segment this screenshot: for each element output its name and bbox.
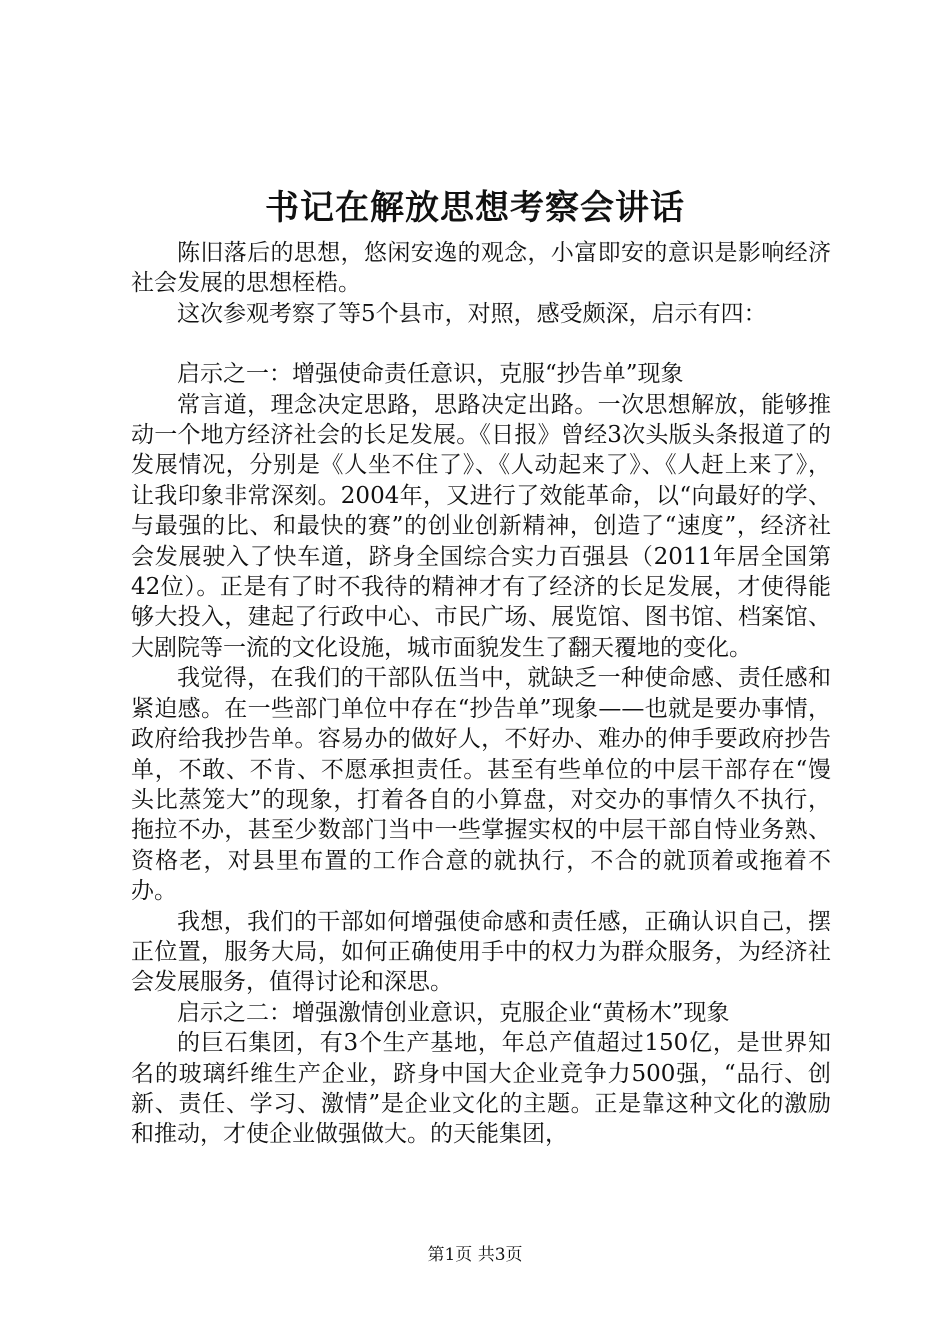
- paragraph: 的巨石集团，有3个生产基地，年总产值超过150亿，是世界知名的玻璃纤维生产企业，跻身中国大企业竞争力500强，“品行、创新、责任、学习、激情”是企业文化的主题。正是靠这种文化的激励和推动，才使企业做强做大。的天能集团，: [131, 1030, 831, 1148]
- document-body: [131, 238, 831, 1150]
- document-title: 书记在解放思想考察会讲话: [265, 188, 685, 228]
- paragraph: 我觉得，在我们的干部队伍当中，就缺乏一种使命感、责任感和紧迫感。在一些部门单位中存在“抄告单”现象——也就是要办事情，政府给我抄告单。容易办的做好人，不好办、难办的伸手要政府抄告单，不敢、不肯、不愿承担责任。甚至有些单位的中层干部存在“馒头比蒸笼大”的现象，打着各自的小算盘，对交办的事情久不执行，拖拉不办，甚至少数部门当中一些掌握实权的中层干部自恃业务熟、资格老，对县里布置的工作合意的就执行，不合的就顶着或拖着不办。: [131, 665, 831, 905]
- section-heading: 启示之二：增强激情创业意识，克服企业“黄杨木”现象: [177, 999, 730, 1026]
- paragraph: 我想，我们的干部如何增强使命感和责任感，正确认识自己，摆正位置，服务大局，如何正确使用手中的权力为群众服务，为经济社会发展服务，值得讨论和深思。: [131, 908, 831, 996]
- section-heading: 启示之一：增强使命责任意识，克服“抄告单”现象: [177, 361, 684, 388]
- paragraph: 陈旧落后的思想，悠闲安逸的观念，小富即安的意识是影响经济社会发展的思想桎梏。: [131, 240, 831, 297]
- paragraph: 这次参观考察了等5个县市，对照，感受颇深，启示有四：: [177, 300, 767, 327]
- paragraph: 常言道，理念决定思路，思路决定出路。一次思想解放，能够推动一个地方经济社会的长足发展。《日报》曾经3次头版头条报道了的发展情况，分别是《人坐不住了》、《人动起来了》、《人赶上来了》，让我印象非常深刻。2004年，又进行了效能革命，以“向最好的学、与最强的比、和最快的赛”的创业创新精神，创造了“速度”，经济社会发展驶入了快车道，跻身全国综合实力百强县（2011年居全国第42位）。正是有了时不我待的精神才有了经济的长足发展，才使得能够大投入，建起了行政中心、市民广场、展览馆、图书馆、档案馆、大剧院等一流的文化设施，城市面貌发生了翻天覆地的变化。: [131, 391, 831, 661]
- page-footer: 第1页 共3页: [427, 1245, 523, 1265]
